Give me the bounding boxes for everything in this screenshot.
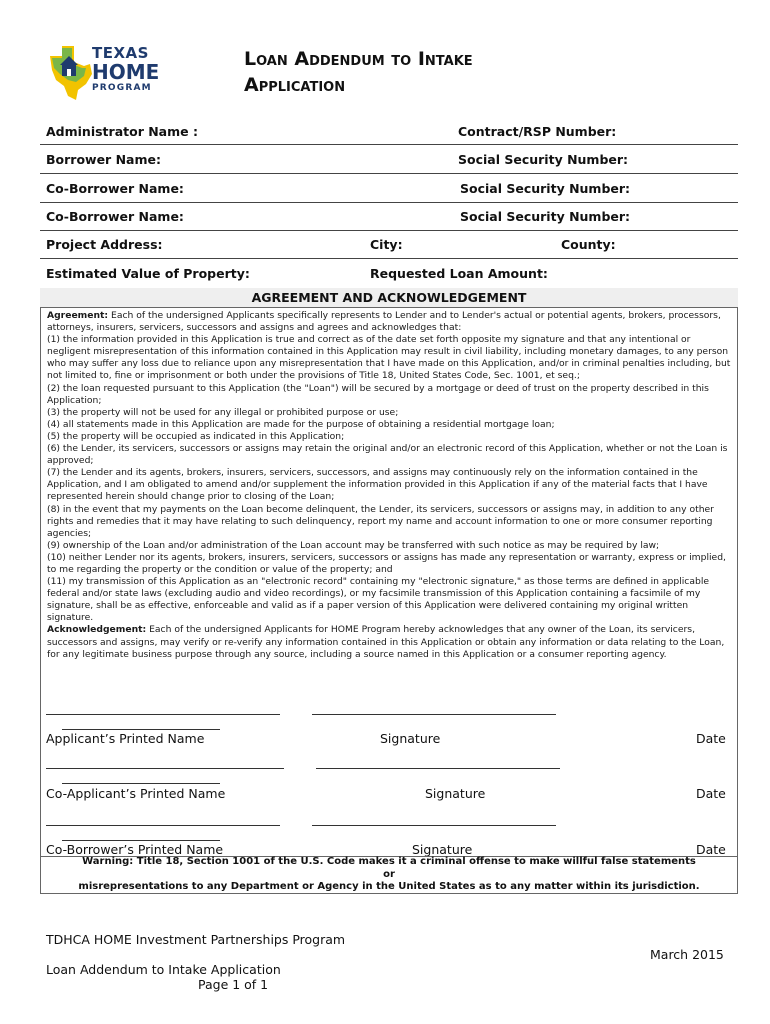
agreement-intro-text: Each of the undersigned Applicants specifically represents to Lender and to Lender's actual or potential agents, brokers, processors, attorneys, insurers, servicers, successors and assigns and agrees and acknowledges that: — [47, 310, 721, 334]
agreement-item: (9) ownership of the Loan and/or administration of the Loan account may be transferred with such notice as may be required by law; — [47, 539, 660, 551]
administrator-name-label: Administrator Name : — [46, 124, 198, 139]
divider — [40, 258, 738, 259]
coapplicant-signature-line[interactable] — [316, 768, 560, 769]
ssn-label-1: Social Security Number: — [458, 152, 629, 167]
footer-date: March 2015 — [650, 947, 724, 962]
acknowledgement-text: Each of the undersigned Applicants for HOME Program hereby acknowledges that any owner of the Loan, its servicers, successors and assigns, may verify or re-verify any information contained in this Application or obtain any information or data relating to the Loan, for any legitimate business purpose through any source, including a source named in this Application or a consumer reporting agency. — [47, 624, 725, 660]
acknowledgement-label: Acknowledgement: — [47, 624, 147, 636]
coborrower-signature-line[interactable] — [312, 825, 556, 826]
agreement-heading: AGREEMENT AND ACKNOWLEDGEMENT — [40, 288, 738, 308]
logo-text-texas: TEXAS — [92, 44, 149, 62]
city-label: City: — [370, 237, 403, 252]
warning-notice — [40, 856, 738, 894]
borrower-name-label: Borrower Name: — [46, 152, 161, 167]
coborrower-printed-name-label: Co-Borrower’s Printed Name — [46, 842, 224, 857]
warning-line-3: misrepresentations to any Department or Agency in the United States as to any matter within its jurisdiction. — [78, 881, 700, 892]
agreement-item: (10) neither Lender nor its agents, brokers, insurers, servicers, successors or assigns has made any representation or warranty, express or implied, to me regarding the property or the condition or value of the property; and — [47, 551, 726, 575]
agreement-label: Agreement: — [47, 310, 109, 321]
coborrower-name-label-2: Co-Borrower Name: — [46, 209, 184, 224]
coborrower-date-label: Date — [696, 842, 726, 857]
title-line2: Application — [244, 74, 346, 96]
logo-text-program: PROGRAM — [92, 83, 152, 93]
agreement-item: (5) the property will be occupied as indicated in this Application; — [47, 430, 345, 442]
applicant-date-line[interactable] — [62, 729, 220, 730]
coapplicant-date-line[interactable] — [62, 783, 220, 784]
logo-text-home: HOME — [92, 60, 160, 84]
ssn-label-2: Social Security Number: — [460, 181, 631, 196]
coapplicant-name-line[interactable] — [46, 768, 284, 769]
ssn-label-3: Social Security Number: — [460, 209, 631, 224]
coapplicant-signature-label: Signature — [425, 786, 486, 801]
agreement-text — [47, 310, 733, 661]
agreement-item: (3) the property will not be used for any illegal or prohibited purpose or use; — [47, 406, 399, 418]
divider — [40, 173, 738, 174]
coapplicant-printed-name-label: Co-Applicant’s Printed Name — [46, 786, 226, 801]
agreement-item: (4) all statements made in this Application are made for the purpose of obtaining a residential mortgage loan; — [47, 418, 555, 430]
applicant-signature-line[interactable] — [312, 714, 556, 715]
agreement-item: (8) in the event that my payments on the Loan become delinquent, the Lender, its servicers, successors or assigns may, in addition to any other rights and remedies that it may have relating to such delinquency, report my name and account information to one or more consumer reporting agencies; — [47, 503, 714, 539]
coborrower-date-line[interactable] — [62, 840, 220, 841]
agreement-item: (6) the Lender, its servicers, successors or assigns may retain the original and/or an electronic record of this Application, whether or not the Loan is approved; — [47, 443, 728, 467]
warning-line-1: Warning: Title 18, Section 1001 of the U.S. Code makes it a criminal offense to make willful false statements — [82, 856, 696, 867]
agreement-item: (2) the loan requested pursuant to this Application (the "Loan") will be secured by a mortgage or deed of trust on the property described in this Application; — [47, 382, 709, 406]
estimated-value-label: Estimated Value of Property: — [46, 266, 250, 281]
requested-loan-amount-label: Requested Loan Amount: — [370, 266, 548, 281]
divider — [40, 230, 738, 231]
agreement-item: (11) my transmission of this Application as an "electronic record" containing my "electronic signature," as those terms are defined in applicable federal and/or state laws (excluding audio and video recordings), or my facsimile transmission of this Application containing a facsimile of my signature, shall be as effective, enforceable and valid as if a paper version of this Application were delivered containing my original written signature. — [47, 576, 710, 624]
project-address-label: Project Address: — [46, 237, 163, 252]
agreement-item: (7) the Lender and its agents, brokers, insurers, servicers, successors, and assigns may continuously rely on the information contained in the Application, and I am obligated to amend and/or supplement the information provided in this Application if any of the material facts that I have represented herein should change prior to closing of the Loan; — [47, 467, 708, 503]
warning-line-2: or — [383, 868, 395, 880]
divider — [40, 202, 738, 203]
county-label: County: — [561, 237, 616, 252]
applicant-name-line[interactable] — [46, 714, 280, 715]
coborrower-name-line[interactable] — [46, 825, 280, 826]
logo-text — [92, 46, 159, 93]
applicant-signature-label: Signature — [380, 731, 441, 746]
applicant-printed-name-label: Applicant’s Printed Name — [46, 731, 205, 746]
divider — [40, 144, 738, 145]
contract-rsp-number-label: Contract/RSP Number: — [458, 124, 617, 139]
agreement-item: (1) the information provided in this Application is true and correct as of the date set forth opposite my signature and that any intentional or negligent misrepresentation of this information contained in this Application may result in civil liability, including monetary damages, to any person who may suffer any loss due to reliance upon any misrepresentation that I have made on this Application, and/or in criminal penalties including, but not limited to, fine or imprisonment or both under the provisions of Title 18, United States Code, Sec. 1001, et seq.; — [47, 334, 731, 382]
agreement-intro — [47, 310, 733, 334]
title-line1: Loan Addendum to Intake — [244, 48, 473, 70]
acknowledgement — [47, 624, 733, 660]
coborrower-signature-label: Signature — [412, 842, 473, 857]
footer-page-number: Page 1 of 1 — [198, 977, 269, 992]
document-title — [244, 46, 574, 96]
coapplicant-date-label: Date — [696, 786, 726, 801]
applicant-date-label: Date — [696, 731, 726, 746]
coborrower-name-label-1: Co-Borrower Name: — [46, 181, 184, 196]
footer-document-name: Loan Addendum to Intake Application — [46, 962, 281, 977]
footer-program: TDHCA HOME Investment Partnerships Program — [46, 932, 346, 947]
